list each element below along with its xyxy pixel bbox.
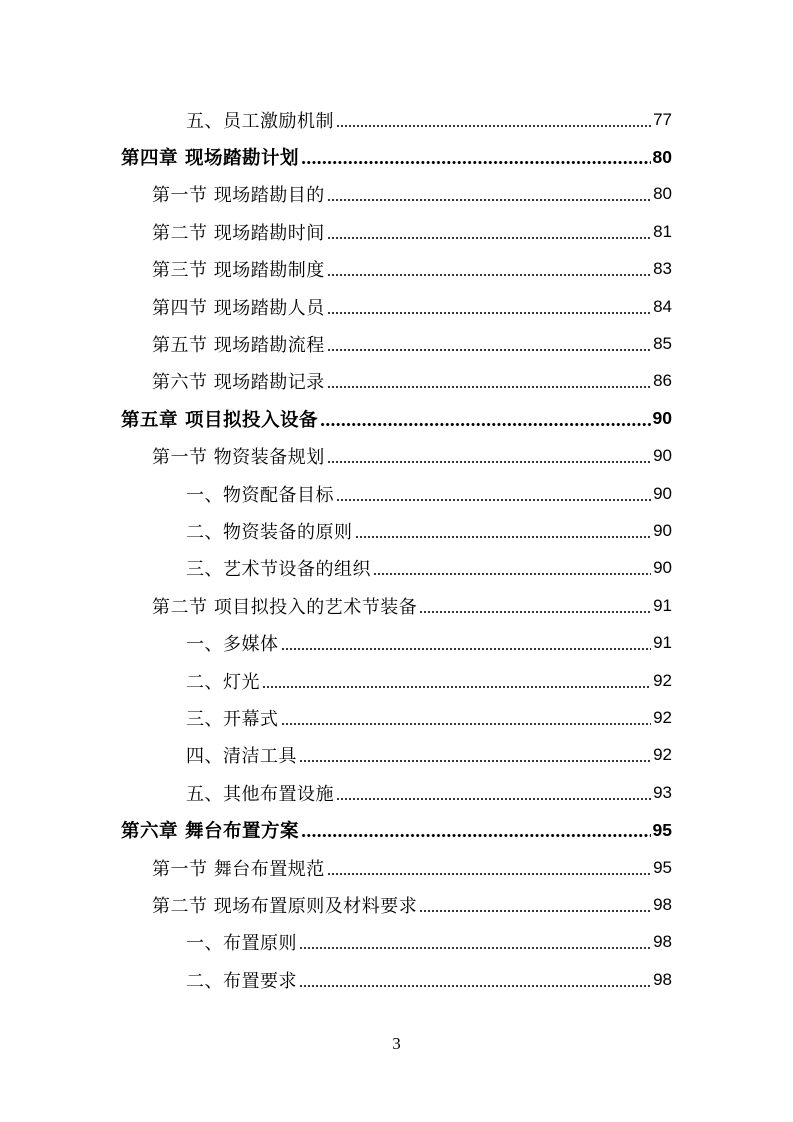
toc-entry-title: 第二节 项目拟投入的艺术节装备 (152, 596, 418, 618)
toc-entry-title: 第一节 现场踏勘目的 (152, 185, 325, 207)
toc-dot-leader (327, 298, 651, 316)
toc-entry-page: 85 (653, 334, 672, 354)
toc-entry-title: 第四节 现场踏勘人员 (152, 297, 325, 319)
toc-entry[interactable] (0, 587, 793, 624)
toc-entry[interactable] (0, 101, 793, 138)
toc-entry-page: 92 (653, 670, 672, 690)
toc-dot-leader (373, 559, 651, 577)
toc-entry-page: 92 (653, 707, 672, 727)
toc-dot-leader (327, 185, 651, 203)
toc-entry-page: 98 (653, 969, 672, 989)
toc-entry-page: 90 (652, 408, 672, 429)
toc-entry-title: 二、布置要求 (186, 970, 297, 992)
toc-dot-leader (419, 597, 651, 615)
toc-entry-page: 92 (653, 745, 672, 765)
toc-entry-title: 三、艺术节设备的组织 (186, 559, 371, 581)
toc-entry[interactable] (0, 849, 793, 886)
toc-dot-leader (327, 859, 651, 877)
toc-entry-page: 95 (653, 857, 672, 877)
toc-entry[interactable] (0, 699, 793, 736)
toc-dot-leader (262, 672, 651, 690)
toc-entry[interactable] (0, 624, 793, 661)
toc-entry-page: 90 (653, 483, 672, 503)
toc-entry[interactable] (0, 737, 793, 774)
toc-entry[interactable] (0, 438, 793, 475)
toc-chapter-entry[interactable] (0, 811, 793, 848)
toc-entry-page: 86 (653, 371, 672, 391)
toc-entry-title: 第五节 现场踏勘流程 (152, 335, 325, 357)
toc-chapter-entry[interactable] (0, 400, 793, 437)
toc-entry-page: 77 (653, 109, 672, 129)
toc-entry-page: 95 (652, 819, 672, 840)
toc-entry[interactable] (0, 924, 793, 961)
toc-entry-title: 第一节 物资装备规划 (152, 447, 325, 469)
toc-entry-title: 第六节 现场踏勘记录 (152, 372, 325, 394)
toc-entry-title: 第一节 舞台布置规范 (152, 858, 325, 880)
toc-dot-leader (327, 372, 651, 390)
toc-dot-leader (299, 933, 651, 951)
toc-entry-page: 90 (653, 520, 672, 540)
toc-entry[interactable] (0, 512, 793, 549)
toc-entry[interactable] (0, 363, 793, 400)
toc-entry-page: 84 (653, 296, 672, 316)
toc-entry-page: 98 (653, 932, 672, 952)
toc-entry[interactable] (0, 774, 793, 811)
toc-dot-leader (320, 410, 651, 428)
toc-dot-leader (281, 634, 652, 652)
toc-dot-leader (327, 447, 651, 465)
toc-dot-leader (355, 522, 652, 540)
toc-entry-title: 第二节 现场踏勘时间 (152, 222, 325, 244)
toc-dot-leader (281, 709, 652, 727)
toc-dot-leader (336, 111, 651, 129)
toc-entry[interactable] (0, 550, 793, 587)
toc-entry-title: 二、灯光 (186, 671, 260, 693)
toc-dot-leader (301, 821, 651, 839)
toc-entry-title: 一、布置原则 (186, 933, 297, 955)
page-number: 3 (392, 1034, 401, 1053)
toc-entry-title: 三、开幕式 (186, 708, 279, 730)
toc-entry-page: 93 (653, 782, 672, 802)
toc-entry-page: 90 (653, 446, 672, 466)
toc-dot-leader (327, 223, 651, 241)
toc-entry-page: 81 (653, 221, 672, 241)
toc-dot-leader (299, 971, 651, 989)
toc-entry-page: 80 (652, 146, 672, 167)
toc-entry-title: 第三节 现场踏勘制度 (152, 260, 325, 282)
toc-dot-leader (419, 896, 651, 914)
toc-entry-title: 第六章 舞台布置方案 (121, 821, 299, 843)
table-of-contents (0, 101, 793, 998)
toc-entry[interactable] (0, 176, 793, 213)
toc-entry[interactable] (0, 662, 793, 699)
toc-entry-page: 91 (653, 633, 672, 653)
toc-entry[interactable] (0, 251, 793, 288)
toc-chapter-entry[interactable] (0, 138, 793, 175)
toc-entry-page: 91 (653, 595, 672, 615)
toc-dot-leader (336, 485, 651, 503)
toc-entry-page: 90 (653, 558, 672, 578)
toc-entry-page: 98 (653, 894, 672, 914)
toc-dot-leader (336, 784, 651, 802)
toc-entry[interactable] (0, 886, 793, 923)
toc-dot-leader (327, 260, 651, 278)
toc-entry-title: 五、其他布置设施 (186, 783, 334, 805)
toc-dot-leader (301, 148, 651, 166)
toc-entry[interactable] (0, 961, 793, 998)
toc-entry-title: 第四章 现场踏勘计划 (121, 148, 299, 170)
toc-entry-title: 第五章 项目拟投入设备 (121, 409, 318, 431)
toc-entry-title: 五、员工激励机制 (186, 110, 334, 132)
toc-entry-title: 一、物资配备目标 (186, 484, 334, 506)
toc-entry-title: 二、物资装备的原则 (186, 521, 353, 543)
toc-entry[interactable] (0, 288, 793, 325)
toc-entry-title: 四、清洁工具 (186, 746, 297, 768)
toc-entry[interactable] (0, 475, 793, 512)
toc-dot-leader (299, 746, 651, 764)
toc-dot-leader (327, 335, 651, 353)
toc-entry-title: 第二节 现场布置原则及材料要求 (152, 895, 418, 917)
toc-entry[interactable] (0, 325, 793, 362)
toc-entry-title: 一、多媒体 (186, 634, 279, 656)
toc-entry-page: 80 (653, 184, 672, 204)
toc-entry-page: 83 (653, 259, 672, 279)
toc-entry[interactable] (0, 213, 793, 250)
